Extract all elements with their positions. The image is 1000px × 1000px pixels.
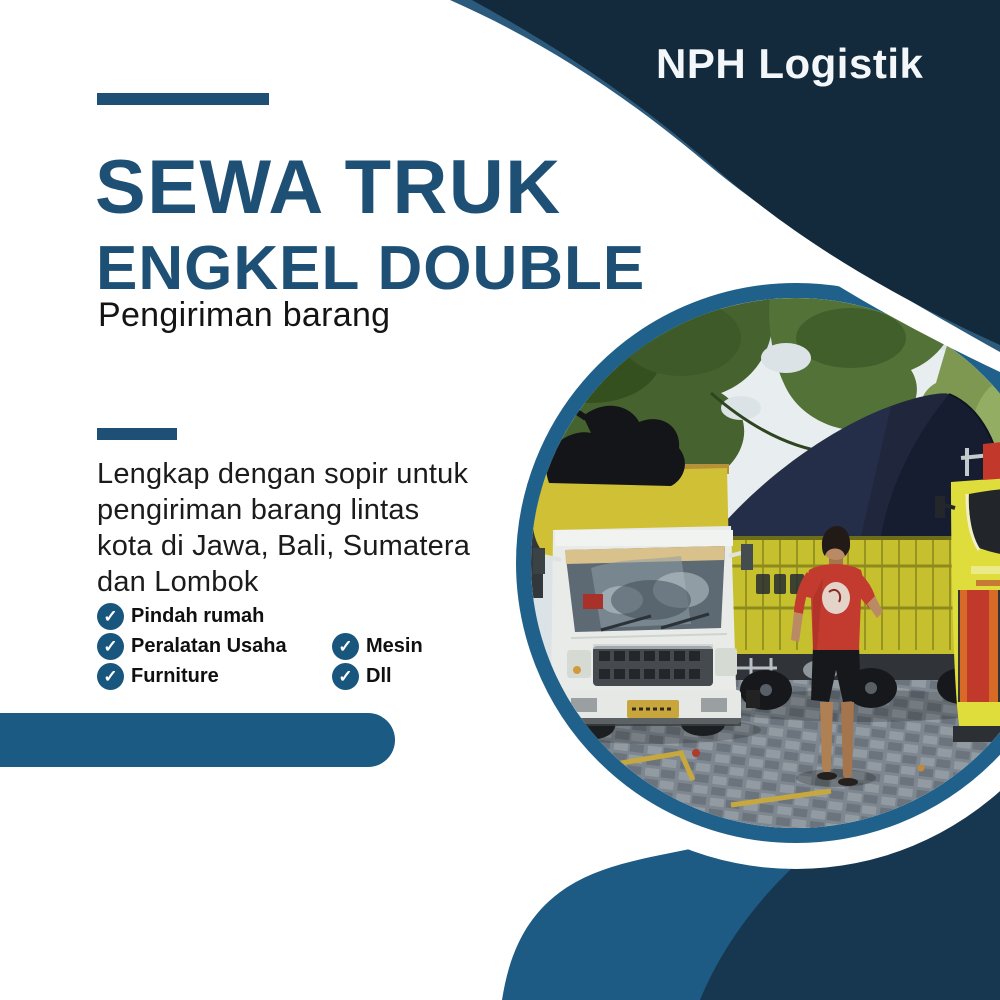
check-icon: ✓ — [97, 603, 124, 630]
heading-line2: ENGKEL DOUBLE — [96, 234, 646, 303]
description-line: kota di Jawa, Bali, Sumatera — [97, 530, 471, 562]
feature-label: Pindah rumah — [131, 604, 265, 627]
description-line: pengiriman barang lintas — [97, 494, 420, 526]
check-icon: ✓ — [332, 633, 359, 660]
description-line: dan Lombok — [97, 566, 259, 598]
brand-name: NPH Logistik — [656, 40, 924, 87]
feature-label: Mesin — [366, 634, 423, 657]
check-icon: ✓ — [97, 663, 124, 690]
feature-label: Dll — [366, 664, 392, 687]
check-icon: ✓ — [332, 663, 359, 690]
description-line: Lengkap dengan sopir untuk — [97, 458, 469, 490]
feature-label: Peralatan Usaha — [131, 634, 287, 657]
subheading: Pengiriman barang — [98, 296, 391, 334]
heading-line1: SEWA TRUK — [95, 145, 562, 230]
feature-label: Furniture — [131, 664, 219, 687]
check-icon: ✓ — [97, 633, 124, 660]
